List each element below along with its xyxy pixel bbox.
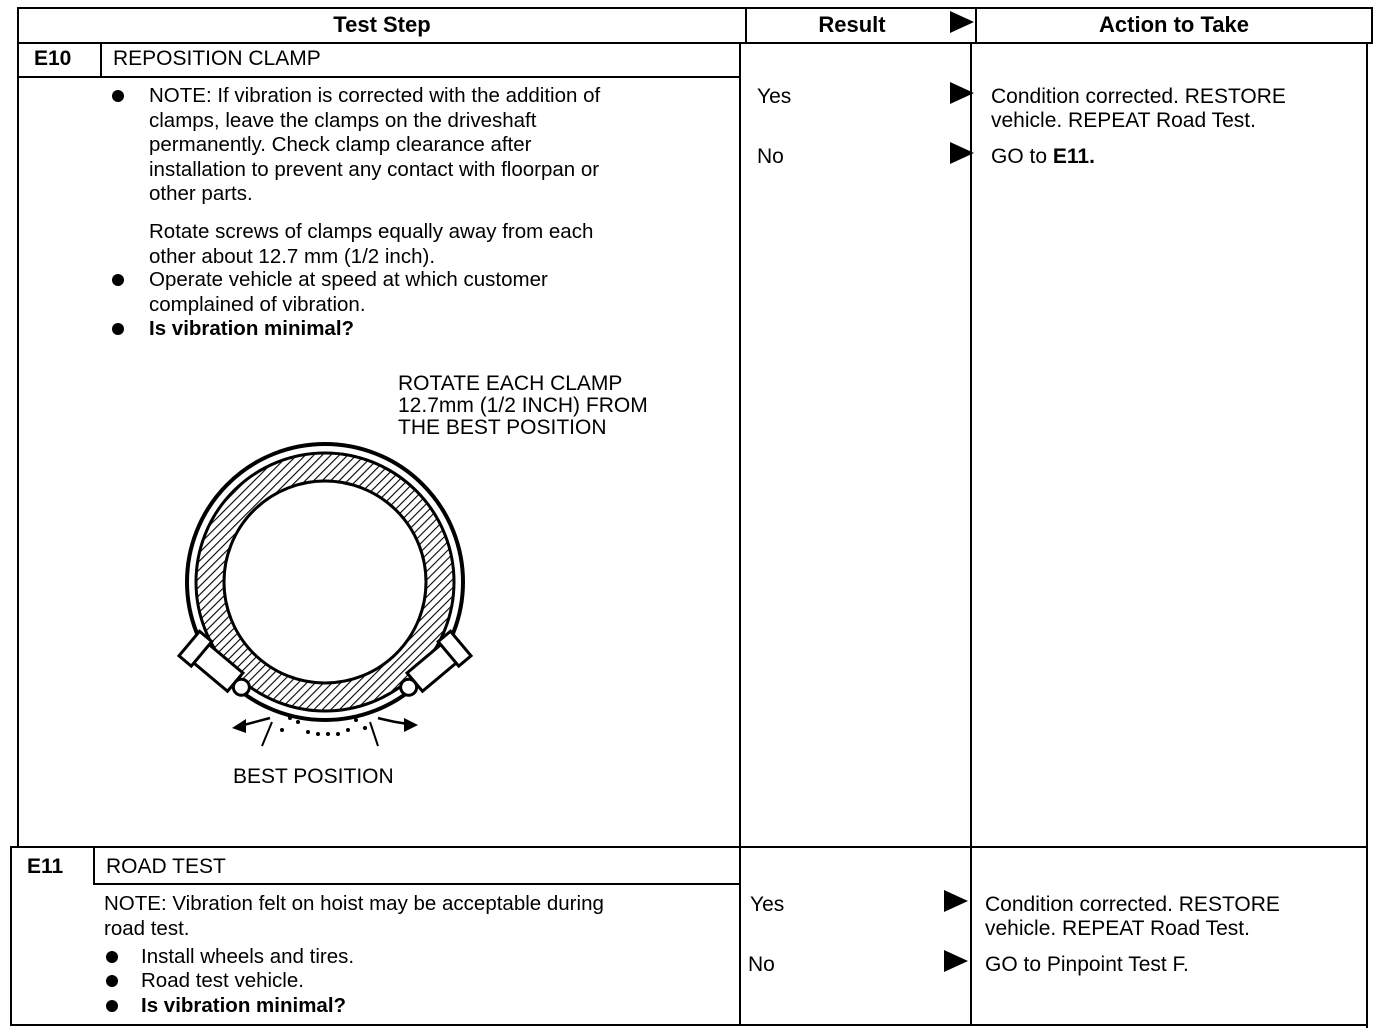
e11-yes-arrow-icon (944, 890, 968, 912)
e11-id-divider (93, 847, 95, 885)
col-divider-action (970, 43, 972, 1026)
table-border-right-2 (1366, 43, 1368, 1028)
e11-bullet-3-icon (106, 1000, 118, 1012)
table-border-left-lower (10, 846, 12, 1026)
header-test-step: Test Step (333, 12, 431, 37)
e10-action-yes: Condition corrected. RESTORE vehicle. REPEAT Road Test. (991, 85, 1286, 132)
e10-title-bottom (18, 76, 740, 78)
header-action: Action to Take (1099, 12, 1249, 37)
e11-step-title: ROAD TEST (106, 855, 226, 878)
driveshaft-clamp-figure (160, 430, 490, 770)
table-border-top (18, 7, 1373, 9)
e10-no-arrow-icon (950, 142, 974, 164)
e11-title-bottom (93, 883, 740, 885)
e10-question: Is vibration minimal? (149, 317, 355, 340)
e10-yes-arrow-icon (950, 82, 974, 104)
e10-bullet-3-icon (112, 323, 124, 335)
e10-step-id: E10 (34, 47, 72, 70)
e11-question: Is vibration minimal? (141, 994, 347, 1017)
header-divider (18, 42, 1373, 44)
table-border-right (1371, 7, 1373, 44)
e10-rotate-instruction: Rotate screws of clamps equally away from each other about 12.7 mm (1/2 inch). (149, 220, 594, 268)
e11-action-yes: Condition corrected. RESTORE vehicle. REPEAT Road Test. (985, 893, 1280, 940)
e11-action-no: GO to Pinpoint Test F. (985, 953, 1189, 976)
e11-bullet-1: Install wheels and tires. (141, 945, 355, 968)
header-result-arrow-icon (950, 11, 974, 33)
e11-bullet-2-icon (106, 975, 118, 987)
e10-bullet-1-icon (112, 90, 124, 102)
e11-no-arrow-icon (944, 950, 968, 972)
table-border-bottom (10, 1024, 1368, 1026)
e10-result-no: No (757, 145, 784, 168)
e11-result-no: No (748, 953, 775, 976)
e10-step-title: REPOSITION CLAMP (113, 47, 321, 70)
e10-bullet-2-icon (112, 274, 124, 286)
row-divider-e10-e11 (10, 846, 1368, 848)
e10-note: NOTE: If vibration is corrected with the addition of clamps, leave the clamps on the driveshaft permanently. Check clamp clearance after installation to prevent any contact with floorpan or other parts. (149, 84, 601, 205)
header-result: Result (818, 12, 886, 37)
e11-bullet-1-icon (106, 951, 118, 963)
e10-action-no: GO to E11. (991, 145, 1095, 168)
e11-bullet-2: Road test vehicle. (141, 969, 304, 992)
e10-id-divider (100, 43, 102, 78)
e11-note: NOTE: Vibration felt on hoist may be acceptable during road test. (104, 892, 604, 940)
e10-operate-instruction: Operate vehicle at speed at which customer complained of vibration. (149, 268, 548, 316)
figure-best-position-label: BEST POSITION (233, 765, 394, 788)
e11-step-id: E11 (27, 855, 64, 878)
col-divider-result (739, 43, 741, 1026)
rotate-right-arrow-icon (378, 718, 408, 724)
e10-result-yes: Yes (757, 85, 792, 108)
driveshaft-ring (210, 467, 440, 697)
figure-rotate-label: ROTATE EACH CLAMP 12.7mm (1/2 INCH) FROM THE BEST POSITION (398, 372, 648, 439)
e11-result-yes: Yes (750, 893, 785, 916)
table-border-left (17, 7, 19, 847)
